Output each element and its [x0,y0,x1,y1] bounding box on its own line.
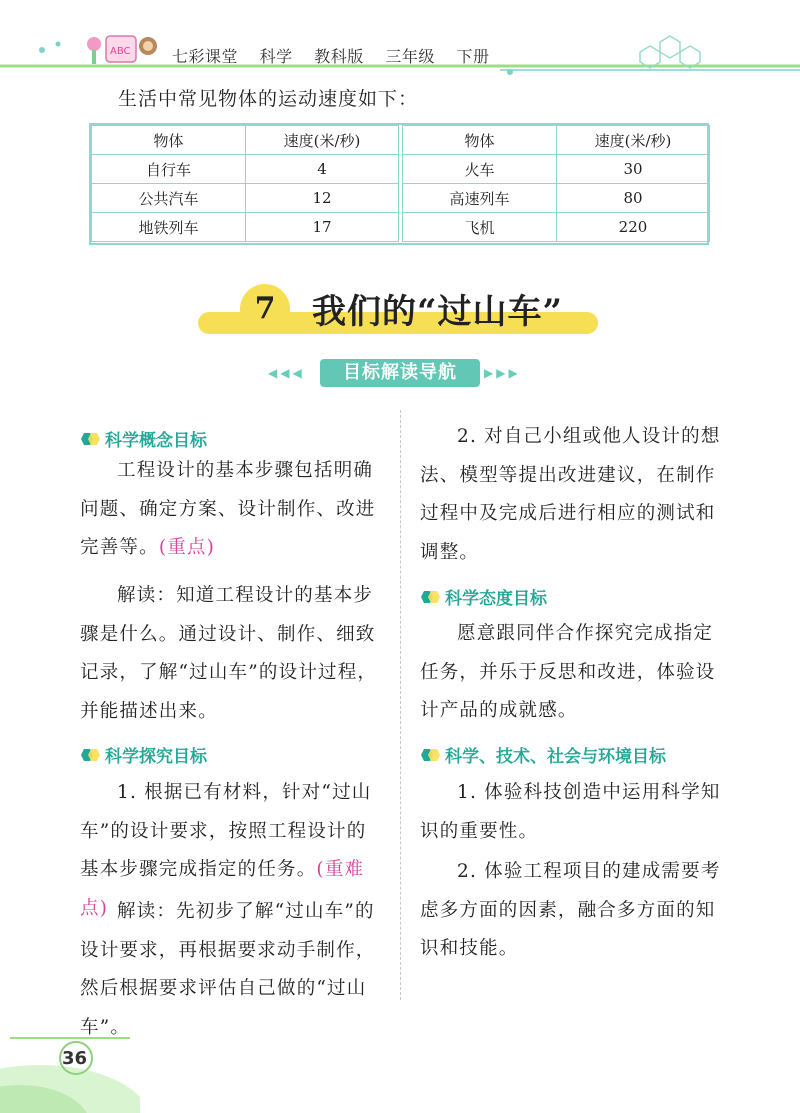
speed-table-left [91,125,399,242]
concept-heading [80,426,207,451]
table-row [92,213,399,242]
table-header-speed: 速度(米/秒) [246,126,399,155]
header-edition: 教科版 [314,47,364,66]
difficulty-tag: (重难点) [80,859,365,919]
table-row [403,213,710,242]
hexagon-icon [420,589,442,605]
page-corner-decoration [0,1030,140,1113]
table-cell-speed: 30 [557,155,710,184]
header-grade: 三年级 [385,47,435,66]
stse-heading [420,742,666,767]
table-row [403,184,710,213]
table-cell-speed: 17 [246,213,399,242]
header-volume: 下册 [456,47,490,66]
table-header-row [403,126,710,155]
intro-text: 生活中常见物体的运动速度如下： [118,88,419,110]
nav-banner: 目标解读导航 [320,359,480,387]
header-subject: 科学 [259,47,293,66]
inquiry-heading [80,742,207,767]
attitude-text: 愿意跟同伴合作探究完成指定任务，并乐于反思和改进，体验设计产品的成就感。 [420,623,716,721]
hexagon-icon [80,431,102,447]
table-cell-speed: 80 [557,184,710,213]
table-header-speed: 速度(米/秒) [557,126,710,155]
inquiry-item-2: 2. 对自己小组或他人设计的想法、模型等提出改进建议，在制作过程中及完成后进行相应的测试和调整。 [420,426,721,563]
header-title [172,44,505,67]
key-point-tag: (重点) [158,537,216,558]
page-number: 36 [62,1048,88,1069]
table-cell-object: 高速列车 [403,184,557,213]
inquiry-heading-text: 科学探究目标 [105,747,207,767]
attitude-heading-text: 科学态度目标 [445,589,547,609]
table-header-row [92,126,399,155]
table-cell-speed: 4 [246,155,399,184]
table-cell-object: 飞机 [403,213,557,242]
concept-heading-text: 科学概念目标 [105,431,207,451]
table-row [92,155,399,184]
inquiry-item-1-text: 1. 根据已有材料，针对“过山车”的设计要求，按照工程设计的基本步骤完成指定的任务。 [80,782,372,880]
stse-heading-text: 科学、技术、社会与环境目标 [445,747,666,767]
mascot-icon [84,28,164,68]
table-cell-speed: 220 [557,213,710,242]
lesson-title: 我们的“过山车” [312,292,564,332]
hexagon-icon [420,747,442,763]
stse-item-1: 1. 体验科技创造中运用科学知识的重要性。 [420,782,721,842]
lesson-number: 7 [240,284,290,334]
inquiry-note: 解读：先初步了解“过山车”的设计要求，再根据要求动手制作，然后根据要求评估自己做的“过山车”。 [80,901,376,1038]
table-cell-object: 自行车 [92,155,246,184]
table-cell-object: 公共汽车 [92,184,246,213]
concept-note: 解读：知道工程设计的基本步骤是什么。通过设计、制作、细致记录，了解“过山车”的设计过程，并能描述出来。 [80,585,378,722]
concept-text: 工程设计的基本步骤包括明确问题、确定方案、设计制作、改进完善等。 [80,460,376,558]
left-arrows-icon: ◀◀◀ [268,366,305,380]
table-header-object: 物体 [403,126,557,155]
hexagon-icon [80,747,102,763]
table-row [403,155,710,184]
concept-paragraph [80,452,386,568]
table-row [92,184,399,213]
table-cell-object: 火车 [403,155,557,184]
svg-text:ABC: ABC [110,46,131,57]
speed-table-right [402,125,710,242]
column-divider [400,410,401,1000]
stse-item-2: 2. 体验工程项目的建成需要考虑多方面的因素，融合多方面的知识和技能。 [420,861,721,959]
table-cell-speed: 12 [246,184,399,213]
table-cell-object: 地铁列车 [92,213,246,242]
right-arrows-icon: ▶▶▶ [484,366,521,380]
table-header-object: 物体 [92,126,246,155]
header-series: 七彩课堂 [172,47,239,66]
attitude-heading [420,584,547,609]
